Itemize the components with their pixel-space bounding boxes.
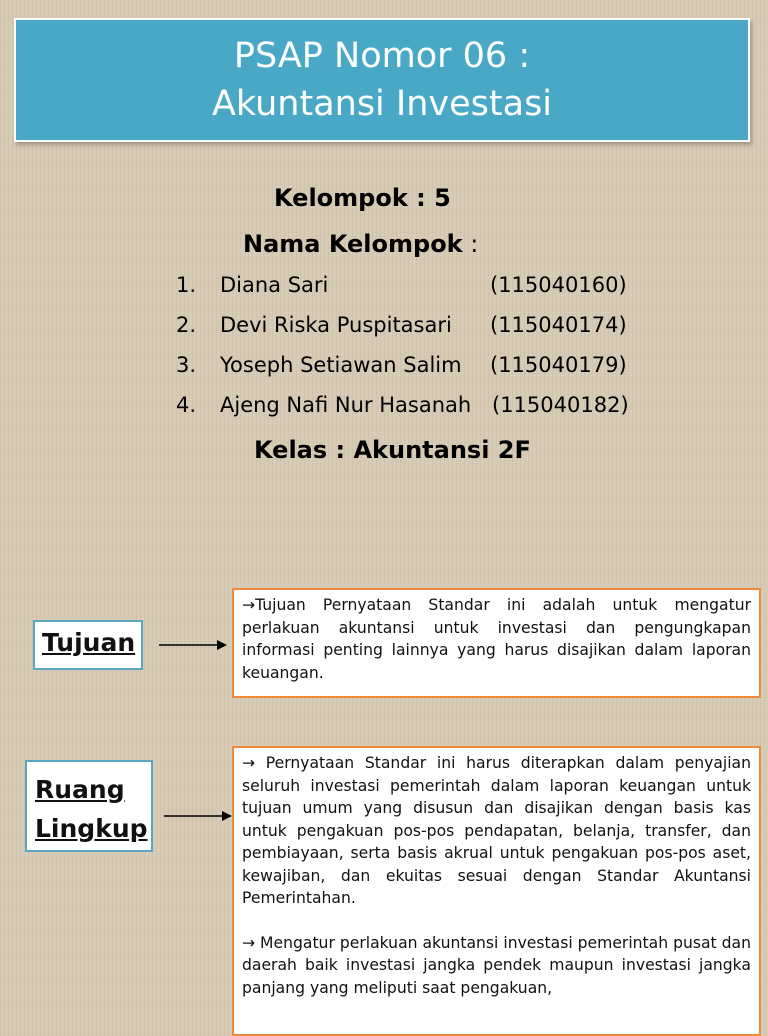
ruang-lingkup-paragraph-1: → Pernyataan Standar ini harus diterapkan dalam penyajian seluruh investasi pemerintah dalam laporan keuangan untuk tujuan umum yang disusun dan disajikan dengan basis kas untuk pengakuan pos-pos pendapatan, belanja, transfer, dan pembiayaan, serta basis akrual untuk pengakuan pos-pos aset, kewajiban, dan ekuitas sesuai dengan Standar Akuntansi Pemerintahan. [242, 754, 751, 907]
class-label: Kelas : Akuntansi 2F [254, 436, 531, 464]
member-nim: (115040160) [490, 273, 627, 297]
tujuan-text: →Tujuan Pernyataan Standar ini adalah untuk mengatur perlakuan akuntansi untuk investasi dan pengungkapan informasi penting lainnya yang harus disajikan dalam laporan keuangan. [242, 596, 751, 682]
tujuan-label-box [33, 620, 143, 670]
member-name: Ajeng Nafi Nur Hasanah [220, 393, 472, 417]
title-line-1: PSAP Nomor 06 : [233, 36, 531, 76]
ruang-lingkup-label-line-2: Lingkup [35, 814, 148, 843]
group-number: Kelompok : 5 [274, 184, 451, 212]
ruang-lingkup-label-line-1: Ruang [35, 775, 125, 804]
names-heading-colon: : [462, 230, 479, 258]
names-heading-text: Nama Kelompok [243, 230, 463, 258]
names-heading [243, 230, 478, 258]
member-number: 1. [176, 273, 197, 297]
ruang-lingkup-content-box [232, 746, 761, 1036]
ruang-lingkup-paragraph-2: → Mengatur perlakuan akuntansi investasi pemerintah pusat dan daerah baik investasi jangka pendek maupun investasi jangka panjang yang meliputi saat pengakuan, [242, 933, 751, 997]
member-number: 2. [176, 313, 197, 337]
title-banner [14, 18, 750, 142]
tujuan-content-box [232, 588, 761, 698]
member-nim: (115040179) [490, 353, 627, 377]
member-nim: (115040182) [492, 393, 629, 417]
member-name: Diana Sari [220, 273, 329, 297]
member-nim: (115040174) [490, 313, 627, 337]
member-name: Yoseph Setiawan Salim [220, 353, 462, 377]
member-name: Devi Riska Puspitasari [220, 313, 452, 337]
title-line-2: Akuntansi Investasi [211, 84, 553, 124]
member-number: 4. [176, 393, 197, 417]
ruang-lingkup-label-box [25, 760, 153, 852]
tujuan-arrow-icon [157, 635, 229, 655]
ruang-lingkup-arrow-icon [162, 806, 234, 826]
member-number: 3. [176, 353, 197, 377]
tujuan-label: Tujuan [42, 628, 136, 657]
